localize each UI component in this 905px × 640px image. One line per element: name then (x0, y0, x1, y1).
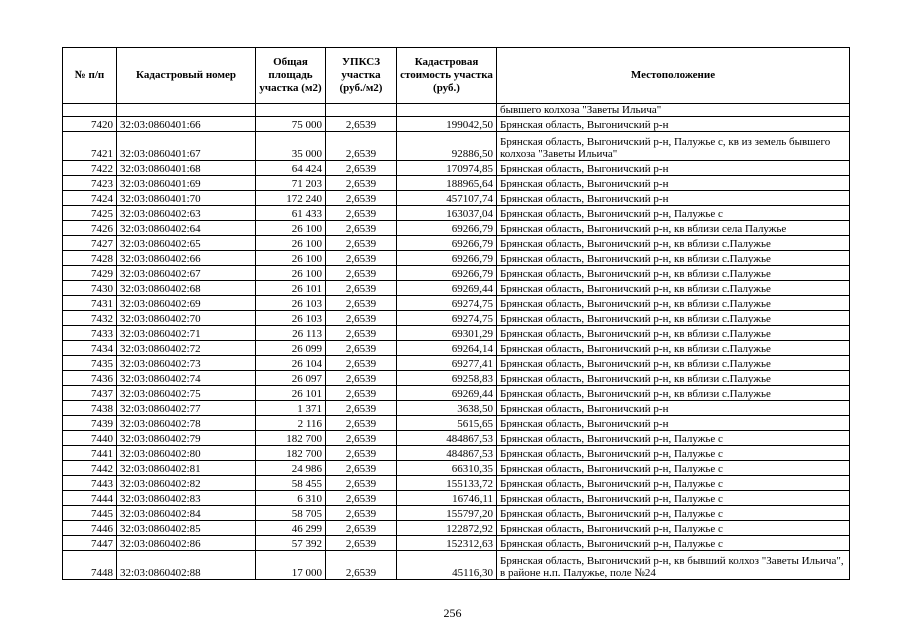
area: 58 705 (256, 506, 326, 521)
upksz: 2,6539 (326, 221, 397, 236)
area: 26 103 (256, 311, 326, 326)
table-row (63, 132, 850, 161)
cadastral-table (62, 47, 850, 580)
area: 6 310 (256, 491, 326, 506)
header-value: Кадастровая стоимость участка (руб.) (397, 48, 497, 104)
location: Брянская область, Выгоничский р-н, кв вблизи с.Палужье (497, 296, 850, 311)
table-row (63, 476, 850, 491)
location: Брянская область, Выгоничский р-н (497, 191, 850, 206)
cadastral-value: 45116,30 (397, 551, 497, 580)
table-row (63, 117, 850, 132)
area: 26 097 (256, 371, 326, 386)
upksz: 2,6539 (326, 461, 397, 476)
row-number: 7428 (63, 251, 117, 266)
continuation-row (63, 104, 850, 117)
upksz: 2,6539 (326, 266, 397, 281)
table-row (63, 521, 850, 536)
location: Брянская область, Выгоничский р-н, кв вблизи с.Палужье (497, 341, 850, 356)
table-row (63, 356, 850, 371)
table-row (63, 206, 850, 221)
upksz: 2,6539 (326, 206, 397, 221)
upksz: 2,6539 (326, 386, 397, 401)
table-row (63, 431, 850, 446)
cadastral-value: 69266,79 (397, 266, 497, 281)
row-number: 7434 (63, 341, 117, 356)
row-number: 7433 (63, 326, 117, 341)
row-number: 7425 (63, 206, 117, 221)
cadastral-number: 32:03:0860401:69 (117, 176, 256, 191)
upksz: 2,6539 (326, 446, 397, 461)
area: 71 203 (256, 176, 326, 191)
area: 1 371 (256, 401, 326, 416)
location: Брянская область, Выгоничский р-н, кв вблизи с.Палужье (497, 311, 850, 326)
table-row (63, 191, 850, 206)
area: 26 113 (256, 326, 326, 341)
location: Брянская область, Выгоничский р-н, Палужье с (497, 536, 850, 551)
cadastral-value: 92886,50 (397, 132, 497, 161)
area: 172 240 (256, 191, 326, 206)
cadastral-number: 32:03:0860402:69 (117, 296, 256, 311)
location: Брянская область, Выгоничский р-н, кв вблизи с.Палужье (497, 236, 850, 251)
location: Брянская область, Выгоничский р-н, кв вблизи с.Палужье (497, 326, 850, 341)
table-row (63, 281, 850, 296)
location: Брянская область, Выгоничский р-н, Палужье с (497, 461, 850, 476)
area: 35 000 (256, 132, 326, 161)
row-number: 7431 (63, 296, 117, 311)
cadastral-value: 199042,50 (397, 117, 497, 132)
cadastral-value: 155797,20 (397, 506, 497, 521)
area: 75 000 (256, 117, 326, 132)
cadastral-number: 32:03:0860402:88 (117, 551, 256, 580)
upksz: 2,6539 (326, 296, 397, 311)
location: Брянская область, Выгоничский р-н, кв вблизи с.Палужье (497, 371, 850, 386)
header-location: Местоположение (497, 48, 850, 104)
cadastral-value: 69274,75 (397, 311, 497, 326)
cadastral-number: 32:03:0860402:70 (117, 311, 256, 326)
row-number: 7429 (63, 266, 117, 281)
area: 26 101 (256, 281, 326, 296)
table-row (63, 251, 850, 266)
cadastral-number: 32:03:0860402:67 (117, 266, 256, 281)
table-row (63, 296, 850, 311)
cadastral-number: 32:03:0860402:68 (117, 281, 256, 296)
area: 26 099 (256, 341, 326, 356)
row-number: 7446 (63, 521, 117, 536)
table-row (63, 536, 850, 551)
area: 61 433 (256, 206, 326, 221)
cadastral-value: 484867,53 (397, 431, 497, 446)
continuation-location: бывшего колхоза "Заветы Ильича" (497, 104, 850, 117)
table-row (63, 551, 850, 580)
cadastral-value: 484867,53 (397, 446, 497, 461)
cadastral-number: 32:03:0860402:82 (117, 476, 256, 491)
cadastral-value: 122872,92 (397, 521, 497, 536)
upksz: 2,6539 (326, 401, 397, 416)
upksz: 2,6539 (326, 506, 397, 521)
upksz: 2,6539 (326, 491, 397, 506)
cadastral-value: 69266,79 (397, 221, 497, 236)
cadastral-number: 32:03:0860402:63 (117, 206, 256, 221)
cadastral-number: 32:03:0860402:79 (117, 431, 256, 446)
cadastral-number: 32:03:0860402:78 (117, 416, 256, 431)
cadastral-value: 16746,11 (397, 491, 497, 506)
upksz: 2,6539 (326, 431, 397, 446)
cadastral-value: 163037,04 (397, 206, 497, 221)
row-number: 7427 (63, 236, 117, 251)
area: 24 986 (256, 461, 326, 476)
area: 26 100 (256, 236, 326, 251)
row-number: 7420 (63, 117, 117, 132)
location: Брянская область, Выгоничский р-н, кв вблизи с.Палужье (497, 356, 850, 371)
cadastral-number: 32:03:0860402:84 (117, 506, 256, 521)
row-number: 7442 (63, 461, 117, 476)
cadastral-number: 32:03:0860402:80 (117, 446, 256, 461)
location: Брянская область, Выгоничский р-н, кв вблизи с.Палужье (497, 281, 850, 296)
table-row (63, 236, 850, 251)
row-number: 7432 (63, 311, 117, 326)
cadastral-number: 32:03:0860401:68 (117, 161, 256, 176)
cadastral-value: 170974,85 (397, 161, 497, 176)
location: Брянская область, Выгоничский р-н (497, 401, 850, 416)
cadastral-number: 32:03:0860401:67 (117, 132, 256, 161)
location: Брянская область, Выгоничский р-н, Палужье с (497, 431, 850, 446)
location: Брянская область, Выгоничский р-н (497, 176, 850, 191)
area: 2 116 (256, 416, 326, 431)
page-number: 256 (443, 606, 462, 620)
area: 26 100 (256, 251, 326, 266)
upksz: 2,6539 (326, 416, 397, 431)
cadastral-number: 32:03:0860402:73 (117, 356, 256, 371)
upksz: 2,6539 (326, 236, 397, 251)
area: 26 104 (256, 356, 326, 371)
cadastral-number: 32:03:0860402:83 (117, 491, 256, 506)
table-row (63, 341, 850, 356)
location: Брянская область, Выгоничский р-н, кв бывший колхоз "Заветы Ильича", в районе н.п. Палужье, поле №24 (497, 551, 850, 580)
cadastral-value: 3638,50 (397, 401, 497, 416)
cadastral-number: 32:03:0860401:70 (117, 191, 256, 206)
row-number: 7424 (63, 191, 117, 206)
upksz: 2,6539 (326, 341, 397, 356)
row-number: 7437 (63, 386, 117, 401)
table-header-row (63, 48, 850, 104)
table-row (63, 176, 850, 191)
row-number: 7444 (63, 491, 117, 506)
row-number: 7438 (63, 401, 117, 416)
table-row (63, 416, 850, 431)
location: Брянская область, Выгоничский р-н, Палужье с (497, 446, 850, 461)
location: Брянская область, Выгоничский р-н, кв вблизи с.Палужье (497, 386, 850, 401)
row-number: 7448 (63, 551, 117, 580)
cadastral-value: 69274,75 (397, 296, 497, 311)
table-row (63, 326, 850, 341)
table-row (63, 371, 850, 386)
table-row (63, 491, 850, 506)
cadastral-value: 69269,44 (397, 281, 497, 296)
cadastral-number: 32:03:0860402:71 (117, 326, 256, 341)
location: Брянская область, Выгоничский р-н, Палужье с, кв из земель бывшего колхоза "Заветы Ильича" (497, 132, 850, 161)
location: Брянская область, Выгоничский р-н, Палужье с (497, 491, 850, 506)
cadastral-number: 32:03:0860402:75 (117, 386, 256, 401)
header-num: № п/п (63, 48, 117, 104)
area: 57 392 (256, 536, 326, 551)
cadastral-number: 32:03:0860402:86 (117, 536, 256, 551)
table-row (63, 221, 850, 236)
cadastral-value: 66310,35 (397, 461, 497, 476)
cadastral-number: 32:03:0860402:81 (117, 461, 256, 476)
table-row (63, 161, 850, 176)
cadastral-value: 155133,72 (397, 476, 497, 491)
row-number: 7421 (63, 132, 117, 161)
row-number: 7435 (63, 356, 117, 371)
location: Брянская область, Выгоничский р-н, Палужье с (497, 476, 850, 491)
area: 26 100 (256, 266, 326, 281)
cadastral-value: 457107,74 (397, 191, 497, 206)
cadastral-number: 32:03:0860402:77 (117, 401, 256, 416)
upksz: 2,6539 (326, 356, 397, 371)
row-number: 7426 (63, 221, 117, 236)
row-number: 7436 (63, 371, 117, 386)
table-row (63, 446, 850, 461)
upksz: 2,6539 (326, 551, 397, 580)
area: 26 100 (256, 221, 326, 236)
cadastral-value: 188965,64 (397, 176, 497, 191)
upksz: 2,6539 (326, 117, 397, 132)
row-number: 7430 (63, 281, 117, 296)
location: Брянская область, Выгоничский р-н, кв вблизи села Палужье (497, 221, 850, 236)
area: 46 299 (256, 521, 326, 536)
row-number: 7441 (63, 446, 117, 461)
area: 26 103 (256, 296, 326, 311)
table-row (63, 401, 850, 416)
row-number: 7422 (63, 161, 117, 176)
table-row (63, 461, 850, 476)
table-row (63, 506, 850, 521)
area: 182 700 (256, 431, 326, 446)
row-number: 7443 (63, 476, 117, 491)
cadastral-value: 5615,65 (397, 416, 497, 431)
area: 182 700 (256, 446, 326, 461)
cadastral-value: 69266,79 (397, 236, 497, 251)
row-number: 7440 (63, 431, 117, 446)
cadastral-number: 32:03:0860402:65 (117, 236, 256, 251)
upksz: 2,6539 (326, 176, 397, 191)
upksz: 2,6539 (326, 132, 397, 161)
location: Брянская область, Выгоничский р-н, кв вблизи с.Палужье (497, 266, 850, 281)
upksz: 2,6539 (326, 476, 397, 491)
cadastral-value: 69258,83 (397, 371, 497, 386)
upksz: 2,6539 (326, 326, 397, 341)
header-upksz: УПКСЗ участка (руб./м2) (326, 48, 397, 104)
area: 17 000 (256, 551, 326, 580)
header-cadastral: Кадастровый номер (117, 48, 256, 104)
upksz: 2,6539 (326, 371, 397, 386)
upksz: 2,6539 (326, 251, 397, 266)
upksz: 2,6539 (326, 536, 397, 551)
upksz: 2,6539 (326, 521, 397, 536)
cadastral-number: 32:03:0860402:66 (117, 251, 256, 266)
cadastral-value: 152312,63 (397, 536, 497, 551)
row-number: 7439 (63, 416, 117, 431)
row-number: 7423 (63, 176, 117, 191)
cadastral-number: 32:03:0860402:74 (117, 371, 256, 386)
location: Брянская область, Выгоничский р-н, Палужье с (497, 506, 850, 521)
cadastral-number: 32:03:0860402:72 (117, 341, 256, 356)
table-row (63, 266, 850, 281)
table-row (63, 311, 850, 326)
area: 58 455 (256, 476, 326, 491)
row-number: 7445 (63, 506, 117, 521)
cadastral-value: 69264,14 (397, 341, 497, 356)
area: 64 424 (256, 161, 326, 176)
area: 26 101 (256, 386, 326, 401)
location: Брянская область, Выгоничский р-н, кв вблизи с.Палужье (497, 251, 850, 266)
location: Брянская область, Выгоничский р-н, Палужье с (497, 206, 850, 221)
cadastral-number: 32:03:0860402:64 (117, 221, 256, 236)
location: Брянская область, Выгоничский р-н (497, 161, 850, 176)
upksz: 2,6539 (326, 191, 397, 206)
cadastral-value: 69266,79 (397, 251, 497, 266)
cadastral-value: 69277,41 (397, 356, 497, 371)
cadastral-value: 69269,44 (397, 386, 497, 401)
upksz: 2,6539 (326, 281, 397, 296)
location: Брянская область, Выгоничский р-н (497, 117, 850, 132)
location: Брянская область, Выгоничский р-н, Палужье с (497, 521, 850, 536)
cadastral-number: 32:03:0860402:85 (117, 521, 256, 536)
row-number: 7447 (63, 536, 117, 551)
location: Брянская область, Выгоничский р-н (497, 416, 850, 431)
table-row (63, 386, 850, 401)
cadastral-value: 69301,29 (397, 326, 497, 341)
upksz: 2,6539 (326, 311, 397, 326)
header-area: Общая площадь участка (м2) (256, 48, 326, 104)
upksz: 2,6539 (326, 161, 397, 176)
cadastral-number: 32:03:0860401:66 (117, 117, 256, 132)
